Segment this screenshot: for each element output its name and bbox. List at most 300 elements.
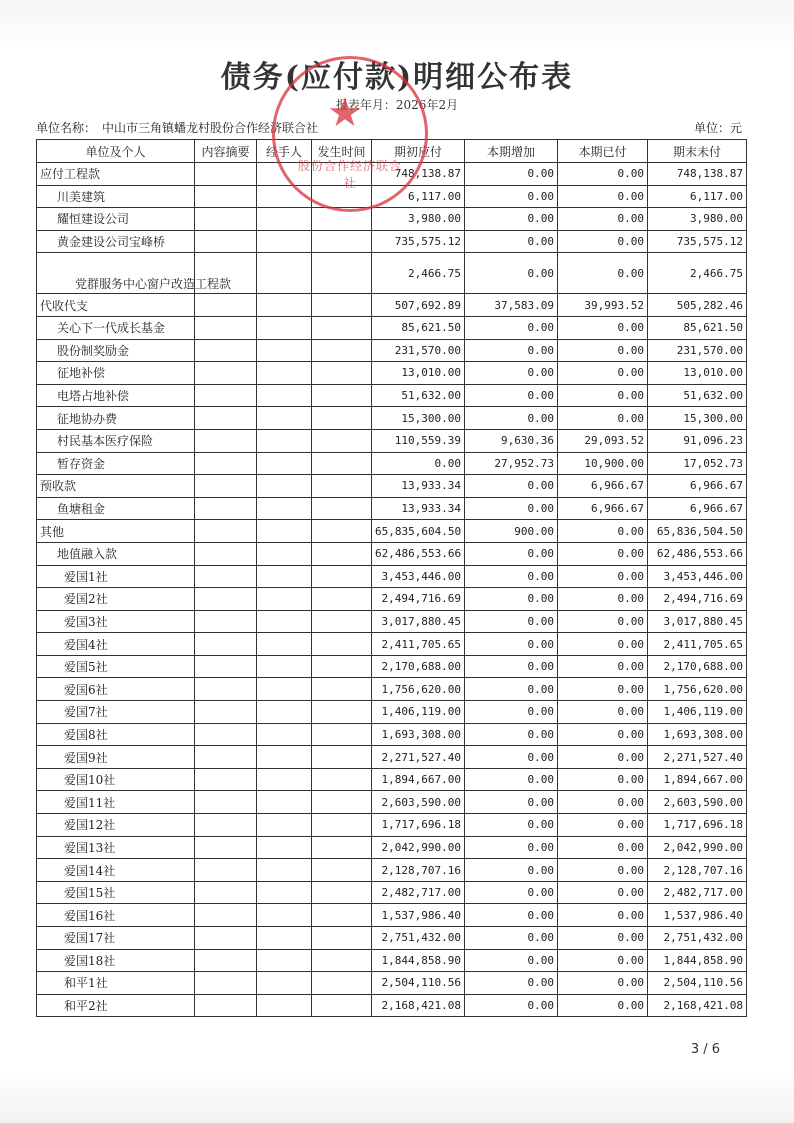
summary-cell xyxy=(195,881,257,904)
row-label: 耀恒建设公司 xyxy=(37,208,195,231)
handler-cell xyxy=(257,994,312,1017)
period-paid: 6,966.67 xyxy=(558,497,648,520)
period-increase: 0.00 xyxy=(465,339,558,362)
handler-cell xyxy=(257,859,312,882)
period-paid: 0.00 xyxy=(558,859,648,882)
opening-balance: 1,406,119.00 xyxy=(372,701,465,724)
period-increase: 0.00 xyxy=(465,316,558,339)
period-paid: 0.00 xyxy=(558,362,648,385)
period-increase: 0.00 xyxy=(465,791,558,814)
date-cell xyxy=(312,768,372,791)
closing-balance: 1,693,308.00 xyxy=(648,723,747,746)
period-increase: 0.00 xyxy=(465,475,558,498)
period-paid: 0.00 xyxy=(558,927,648,950)
row-label: 鱼塘租金 xyxy=(37,497,195,520)
report-period: 报表年月：2026年2月 xyxy=(335,98,459,112)
date-cell xyxy=(312,407,372,430)
summary-cell xyxy=(195,768,257,791)
period-paid: 6,966.67 xyxy=(558,475,648,498)
table-row xyxy=(37,723,747,746)
summary-cell xyxy=(195,475,257,498)
date-cell xyxy=(312,294,372,317)
handler-cell xyxy=(257,927,312,950)
opening-balance: 1,894,667.00 xyxy=(372,768,465,791)
summary-cell xyxy=(195,949,257,972)
row-label: 爱国10社 xyxy=(37,768,195,791)
row-label: 爱国2社 xyxy=(37,588,195,611)
scan-shading-top xyxy=(0,0,794,50)
date-cell xyxy=(312,972,372,995)
table-row xyxy=(37,972,747,995)
table-row xyxy=(37,701,747,724)
closing-balance: 1,756,620.00 xyxy=(648,678,747,701)
period-paid: 0.00 xyxy=(558,791,648,814)
table-row xyxy=(37,407,747,430)
unit-line xyxy=(36,119,744,137)
opening-balance: 2,168,421.08 xyxy=(372,994,465,1017)
row-label: 电塔占地补偿 xyxy=(37,384,195,407)
date-cell xyxy=(312,208,372,231)
date-cell xyxy=(312,163,372,186)
summary-cell xyxy=(195,362,257,385)
header-row xyxy=(37,140,747,163)
closing-balance: 3,017,880.45 xyxy=(648,610,747,633)
handler-cell xyxy=(257,429,312,452)
summary-cell xyxy=(195,208,257,231)
date-cell xyxy=(312,316,372,339)
row-label: 预收款 xyxy=(37,475,195,498)
table-row xyxy=(37,836,747,859)
opening-balance: 0.00 xyxy=(372,452,465,475)
opening-balance: 13,933.34 xyxy=(372,497,465,520)
closing-balance: 2,128,707.16 xyxy=(648,859,747,882)
table-row xyxy=(37,994,747,1017)
closing-balance: 2,042,990.00 xyxy=(648,836,747,859)
period-paid: 0.00 xyxy=(558,972,648,995)
table-row xyxy=(37,542,747,565)
opening-balance: 3,980.00 xyxy=(372,208,465,231)
closing-balance: 3,453,446.00 xyxy=(648,565,747,588)
opening-balance: 2,411,705.65 xyxy=(372,633,465,656)
period-paid: 0.00 xyxy=(558,185,648,208)
col-header: 发生时间 xyxy=(312,140,372,163)
period-increase: 0.00 xyxy=(465,994,558,1017)
opening-balance: 65,835,604.50 xyxy=(372,520,465,543)
period-paid: 0.00 xyxy=(558,253,648,294)
period-paid: 0.00 xyxy=(558,949,648,972)
summary-cell xyxy=(195,588,257,611)
period-paid: 0.00 xyxy=(558,768,648,791)
opening-balance: 1,756,620.00 xyxy=(372,678,465,701)
closing-balance: 231,570.00 xyxy=(648,339,747,362)
table-row xyxy=(37,768,747,791)
date-cell xyxy=(312,230,372,253)
row-label: 爱国16社 xyxy=(37,904,195,927)
period-increase: 0.00 xyxy=(465,565,558,588)
closing-balance: 13,010.00 xyxy=(648,362,747,385)
date-cell xyxy=(312,475,372,498)
handler-cell xyxy=(257,655,312,678)
date-cell xyxy=(312,588,372,611)
summary-cell xyxy=(195,542,257,565)
unit-name: 单位名称： 中山市三角镇蟠龙村股份合作经济联合社 xyxy=(36,121,319,135)
period-paid: 0.00 xyxy=(558,588,648,611)
currency-unit: 单位：元 xyxy=(693,121,742,135)
opening-balance: 1,717,696.18 xyxy=(372,814,465,837)
period-increase: 0.00 xyxy=(465,768,558,791)
handler-cell xyxy=(257,633,312,656)
closing-balance: 1,537,986.40 xyxy=(648,904,747,927)
handler-cell xyxy=(257,610,312,633)
closing-balance: 1,717,696.18 xyxy=(648,814,747,837)
closing-balance: 505,282.46 xyxy=(648,294,747,317)
closing-balance: 2,271,527.40 xyxy=(648,746,747,769)
period-increase: 0.00 xyxy=(465,814,558,837)
period-increase: 900.00 xyxy=(465,520,558,543)
opening-balance: 3,017,880.45 xyxy=(372,610,465,633)
handler-cell xyxy=(257,746,312,769)
date-cell xyxy=(312,497,372,520)
closing-balance: 1,844,858.90 xyxy=(648,949,747,972)
opening-balance: 85,621.50 xyxy=(372,316,465,339)
handler-cell xyxy=(257,542,312,565)
period-paid: 0.00 xyxy=(558,316,648,339)
date-cell xyxy=(312,384,372,407)
closing-balance: 2,751,432.00 xyxy=(648,927,747,950)
date-cell xyxy=(312,362,372,385)
date-cell xyxy=(312,904,372,927)
row-label: 征地协办费 xyxy=(37,407,195,430)
period-paid: 0.00 xyxy=(558,723,648,746)
row-label: 应付工程款 xyxy=(37,163,195,186)
closing-balance: 1,406,119.00 xyxy=(648,701,747,724)
opening-balance: 110,559.39 xyxy=(372,429,465,452)
period-increase: 0.00 xyxy=(465,362,558,385)
handler-cell xyxy=(257,565,312,588)
opening-balance: 6,117.00 xyxy=(372,185,465,208)
handler-cell xyxy=(257,253,312,294)
summary-cell xyxy=(195,836,257,859)
table-row xyxy=(37,362,747,385)
period-increase: 0.00 xyxy=(465,497,558,520)
opening-balance: 1,693,308.00 xyxy=(372,723,465,746)
table-row xyxy=(37,814,747,837)
table-row xyxy=(37,230,747,253)
summary-cell xyxy=(195,429,257,452)
date-cell xyxy=(312,881,372,904)
opening-balance: 748,138.87 xyxy=(372,163,465,186)
period-paid: 0.00 xyxy=(558,565,648,588)
opening-balance: 62,486,553.66 xyxy=(372,542,465,565)
table-row xyxy=(37,881,747,904)
table-row xyxy=(37,588,747,611)
table-row xyxy=(37,633,747,656)
opening-balance: 507,692.89 xyxy=(372,294,465,317)
row-label: 地值融入款 xyxy=(37,542,195,565)
row-label: 征地补偿 xyxy=(37,362,195,385)
date-cell xyxy=(312,723,372,746)
date-cell xyxy=(312,339,372,362)
row-label: 爱国6社 xyxy=(37,678,195,701)
table-row xyxy=(37,339,747,362)
handler-cell xyxy=(257,723,312,746)
closing-balance: 2,494,716.69 xyxy=(648,588,747,611)
date-cell xyxy=(312,927,372,950)
row-label: 其他 xyxy=(37,520,195,543)
closing-balance: 85,621.50 xyxy=(648,316,747,339)
handler-cell xyxy=(257,294,312,317)
date-cell xyxy=(312,253,372,294)
summary-cell xyxy=(195,972,257,995)
table-row xyxy=(37,208,747,231)
table-row xyxy=(37,452,747,475)
opening-balance: 2,271,527.40 xyxy=(372,746,465,769)
row-label: 川美建筑 xyxy=(37,185,195,208)
opening-balance: 1,537,986.40 xyxy=(372,904,465,927)
period-increase: 0.00 xyxy=(465,678,558,701)
closing-balance: 2,603,590.00 xyxy=(648,791,747,814)
date-cell xyxy=(312,185,372,208)
date-cell xyxy=(312,429,372,452)
table-row xyxy=(37,904,747,927)
page-title: 债务(应付款)明细公布表 xyxy=(220,60,574,95)
handler-cell xyxy=(257,904,312,927)
table-row xyxy=(37,475,747,498)
opening-balance: 2,466.75 xyxy=(372,253,465,294)
date-cell xyxy=(312,859,372,882)
period-increase: 0.00 xyxy=(465,904,558,927)
period-increase: 0.00 xyxy=(465,836,558,859)
debt-detail-table xyxy=(36,139,747,1017)
date-cell xyxy=(312,949,372,972)
table-row xyxy=(37,429,747,452)
period-increase: 0.00 xyxy=(465,588,558,611)
row-label: 爱国7社 xyxy=(37,701,195,724)
closing-balance: 15,300.00 xyxy=(648,407,747,430)
summary-cell xyxy=(195,316,257,339)
table-row xyxy=(37,678,747,701)
row-label: 代收代支 xyxy=(37,294,195,317)
closing-balance: 2,168,421.08 xyxy=(648,994,747,1017)
period-increase: 0.00 xyxy=(465,163,558,186)
period-paid: 0.00 xyxy=(558,881,648,904)
col-header: 本期已付 xyxy=(558,140,648,163)
row-label: 爱国18社 xyxy=(37,949,195,972)
summary-cell xyxy=(195,814,257,837)
summary-cell xyxy=(195,927,257,950)
summary-cell xyxy=(195,230,257,253)
opening-balance: 2,504,110.56 xyxy=(372,972,465,995)
closing-balance: 65,836,504.50 xyxy=(648,520,747,543)
row-label: 爱国5社 xyxy=(37,655,195,678)
period-paid: 0.00 xyxy=(558,384,648,407)
summary-cell xyxy=(195,163,257,186)
table-row xyxy=(37,497,747,520)
row-label: 爱国14社 xyxy=(37,859,195,882)
summary-cell xyxy=(195,452,257,475)
opening-balance: 231,570.00 xyxy=(372,339,465,362)
table-row xyxy=(37,791,747,814)
period-paid: 0.00 xyxy=(558,610,648,633)
col-header: 单位及个人 xyxy=(37,140,195,163)
row-label: 暂存资金 xyxy=(37,452,195,475)
table-row xyxy=(37,610,747,633)
handler-cell xyxy=(257,701,312,724)
period-paid: 10,900.00 xyxy=(558,452,648,475)
table-row xyxy=(37,655,747,678)
row-label: 爱国3社 xyxy=(37,610,195,633)
handler-cell xyxy=(257,814,312,837)
date-cell xyxy=(312,701,372,724)
row-label: 爱国17社 xyxy=(37,927,195,950)
period-increase: 9,630.36 xyxy=(465,429,558,452)
period-paid: 0.00 xyxy=(558,520,648,543)
handler-cell xyxy=(257,475,312,498)
closing-balance: 51,632.00 xyxy=(648,384,747,407)
closing-balance: 2,411,705.65 xyxy=(648,633,747,656)
row-label: 股份制奖励金 xyxy=(37,339,195,362)
row-label: 爱国13社 xyxy=(37,836,195,859)
period-paid: 0.00 xyxy=(558,994,648,1017)
summary-cell xyxy=(195,610,257,633)
period-paid: 0.00 xyxy=(558,701,648,724)
summary-cell xyxy=(195,633,257,656)
row-label: 和平2社 xyxy=(37,994,195,1017)
row-label: 爱国4社 xyxy=(37,633,195,656)
period-increase: 0.00 xyxy=(465,972,558,995)
table-row xyxy=(37,859,747,882)
handler-cell xyxy=(257,163,312,186)
seal-text: 股份合作经济联合社 xyxy=(297,159,402,190)
col-header: 内容摘要 xyxy=(195,140,257,163)
opening-balance: 13,010.00 xyxy=(372,362,465,385)
closing-balance: 2,170,688.00 xyxy=(648,655,747,678)
closing-balance: 748,138.87 xyxy=(648,163,747,186)
period-paid: 0.00 xyxy=(558,633,648,656)
opening-balance: 2,494,716.69 xyxy=(372,588,465,611)
row-label: 党群服务中心窗户改造工程款 xyxy=(37,253,195,294)
period-paid: 0.00 xyxy=(558,163,648,186)
row-label: 爱国1社 xyxy=(37,565,195,588)
row-label: 村民基本医疗保险 xyxy=(37,429,195,452)
col-header: 期末未付 xyxy=(648,140,747,163)
date-cell xyxy=(312,791,372,814)
opening-balance: 13,933.34 xyxy=(372,475,465,498)
date-cell xyxy=(312,814,372,837)
date-cell xyxy=(312,994,372,1017)
table-row xyxy=(37,163,747,186)
date-cell xyxy=(312,520,372,543)
table-row xyxy=(37,316,747,339)
period-paid: 0.00 xyxy=(558,746,648,769)
summary-cell xyxy=(195,859,257,882)
opening-balance: 3,453,446.00 xyxy=(372,565,465,588)
table-row xyxy=(37,949,747,972)
table-row xyxy=(37,253,747,294)
closing-balance: 6,966.67 xyxy=(648,497,747,520)
period-increase: 0.00 xyxy=(465,610,558,633)
summary-cell xyxy=(195,339,257,362)
period-increase: 27,952.73 xyxy=(465,452,558,475)
date-cell xyxy=(312,610,372,633)
handler-cell xyxy=(257,362,312,385)
period-paid: 29,093.52 xyxy=(558,429,648,452)
summary-cell xyxy=(195,565,257,588)
handler-cell xyxy=(257,339,312,362)
date-cell xyxy=(312,452,372,475)
period-increase: 0.00 xyxy=(465,185,558,208)
handler-cell xyxy=(257,949,312,972)
date-cell xyxy=(312,633,372,656)
period-paid: 0.00 xyxy=(558,678,648,701)
handler-cell xyxy=(257,230,312,253)
opening-balance: 2,482,717.00 xyxy=(372,881,465,904)
handler-cell xyxy=(257,768,312,791)
closing-balance: 2,482,717.00 xyxy=(648,881,747,904)
closing-balance: 2,466.75 xyxy=(648,253,747,294)
summary-cell xyxy=(195,655,257,678)
period-increase: 0.00 xyxy=(465,655,558,678)
period-increase: 0.00 xyxy=(465,746,558,769)
handler-cell xyxy=(257,208,312,231)
summary-cell xyxy=(195,904,257,927)
summary-cell xyxy=(195,384,257,407)
row-label: 爱国12社 xyxy=(37,814,195,837)
table-row xyxy=(37,927,747,950)
handler-cell xyxy=(257,972,312,995)
closing-balance: 17,052.73 xyxy=(648,452,747,475)
closing-balance: 91,096.23 xyxy=(648,429,747,452)
table-row xyxy=(37,294,747,317)
col-header: 经手人 xyxy=(257,140,312,163)
table-row xyxy=(37,520,747,543)
period-increase: 0.00 xyxy=(465,253,558,294)
table-row xyxy=(37,384,747,407)
row-label: 爱国15社 xyxy=(37,881,195,904)
date-cell xyxy=(312,565,372,588)
date-cell xyxy=(312,678,372,701)
opening-balance: 2,170,688.00 xyxy=(372,655,465,678)
handler-cell xyxy=(257,384,312,407)
period-paid: 0.00 xyxy=(558,407,648,430)
closing-balance: 1,894,667.00 xyxy=(648,768,747,791)
opening-balance: 2,042,990.00 xyxy=(372,836,465,859)
summary-cell xyxy=(195,520,257,543)
date-cell xyxy=(312,655,372,678)
closing-balance: 735,575.12 xyxy=(648,230,747,253)
summary-cell xyxy=(195,497,257,520)
handler-cell xyxy=(257,588,312,611)
period-increase: 0.00 xyxy=(465,384,558,407)
period-paid: 39,993.52 xyxy=(558,294,648,317)
page-number: 3 / 6 xyxy=(690,1042,720,1057)
date-cell xyxy=(312,542,372,565)
row-label: 黄金建设公司宝峰桥 xyxy=(37,230,195,253)
period-increase: 0.00 xyxy=(465,407,558,430)
opening-balance: 2,751,432.00 xyxy=(372,927,465,950)
summary-cell xyxy=(195,723,257,746)
period-increase: 0.00 xyxy=(465,927,558,950)
closing-balance: 3,980.00 xyxy=(648,208,747,231)
handler-cell xyxy=(257,678,312,701)
summary-cell xyxy=(195,185,257,208)
table-body xyxy=(37,163,747,1017)
table-row xyxy=(37,565,747,588)
period-increase: 0.00 xyxy=(465,723,558,746)
col-header: 本期增加 xyxy=(465,140,558,163)
period-increase: 0.00 xyxy=(465,542,558,565)
period-paid: 0.00 xyxy=(558,339,648,362)
